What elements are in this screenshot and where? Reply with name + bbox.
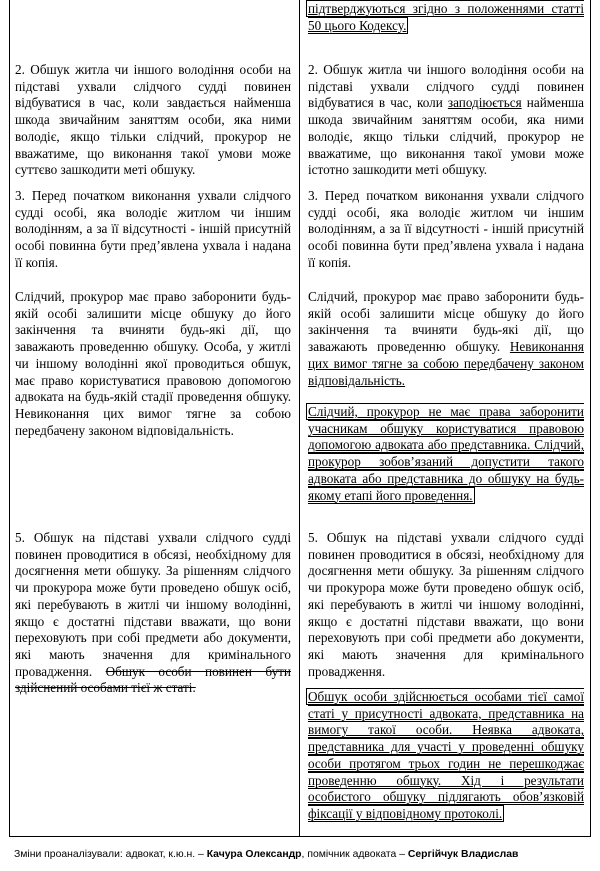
right-paragraph-1-tail (308, 1, 584, 34)
left-p2-text: 2. Обшук житла чи іншого володіння особи на підставі ухвали слідчого судді повинен відбуватися в час, коли завдається найменша шкода звичайним заняттям особи, яка ними володіє, якщо тільки слідчий, прокурор не вважатиме, що виконання такої умови може суттєво зашкодити меті обшуку. (15, 62, 291, 178)
right-p4b-boxed-text: Слідчий, прокурор не має права заборонити учасникам обшуку користуватися правовою допомогою адвоката або представника. Слідчий, прокурор зобов’язаний допустити такого адвоката або представника до обшуку на будь-якому етапі його проведення. (308, 404, 584, 503)
right-paragraph-2 (308, 62, 584, 179)
left-paragraph-4 (15, 289, 291, 439)
comparison-table (9, 0, 591, 837)
right-paragraph-5 (308, 530, 584, 680)
right-paragraph-4 (308, 289, 584, 389)
right-p2-text-a: 2. Обшук житла чи іншого володіння особи на підставі ухвали слідчого судді повинен відбуватися в час, коли (308, 62, 584, 111)
left-paragraph-3 (15, 188, 291, 272)
right-p4-text: Слідчий, прокурор має право заборонити будь-якій особі залишити місце обшуку до його закінчення та вчиняти будь-які дії, що заважають проведенню обшуку. (308, 289, 584, 355)
left-p5-text: 5. Обшук на підставі ухвали слідчого судді повинен проводитися в обсязі, необхідному для досягнення мети обшуку. За рішенням слідчого чи прокурора може бути проведено обшук осіб, які перебувають в житлі чи іншому володінні, якщо є достатні підстави вважати, що вони переховують при собі предмети або документи, які мають значення для кримінального провадження. (15, 530, 291, 679)
right-paragraph-4b (308, 404, 584, 504)
left-paragraph-2 (15, 62, 291, 179)
footer-prefix: Зміни проаналізували: адвокат, к.ю.н. – (14, 849, 207, 860)
right-paragraph-5b (308, 689, 584, 823)
right-p4-inserted-text: Невиконання цих вимог тягне за собою передбачену законом відповідальність. (308, 339, 584, 388)
right-p5b-boxed-text: Обшук особи здійснюється особами тієї самої статі у присутності адвоката, представника на вимогу такої особи. Неявка адвоката, представника для участі у проведенні обшуку особи протягом трьох годин не перешкоджає проведенню обшуку. Хід і результати особистого обшуку підлягають обов’язковій фіксації у відповідному протоколі. (308, 689, 584, 821)
footer-middle: , помічник адвоката – (301, 849, 408, 860)
left-p4-text: Слідчий, прокурор має право заборонити будь-якій особі залишити місце обшуку до його закінчення та вчиняти будь-які дії, що заважають проведенню обшуку. Особа, у житлі чи іншому володінні якої проводиться обшук, має право користуватися правовою допомогою адвоката на будь-якій стадії проведення обшуку. Невиконання цих вимог тягне за собою передбачену законом відповідальність. (15, 289, 291, 438)
left-p3-text: 3. Перед початком виконання ухвали слідчого судді особі, яка володіє житлом чи іншим володінням, а за її відсутності - іншій присутній особі повинна бути пред’явлена ухвала і надана її копія. (15, 188, 291, 270)
left-paragraph-5 (15, 530, 291, 697)
right-paragraph-3 (308, 188, 584, 272)
footer-author-name: Качура Олександр (206, 849, 302, 860)
column-divider (299, 0, 300, 836)
footer-assistant-name: Сергійчук Владислав (407, 849, 519, 860)
right-p1-boxed-text: підтверджуються згідно з положеннями статті 50 цього Кодексу. (308, 1, 584, 33)
right-p5-text: 5. Обшук на підставі ухвали слідчого судді повинен проводитися в обсязі, необхідному для досягнення мети обшуку. За рішенням слідчого чи прокурора може бути проведено обшук осіб, які перебувають в житлі чи іншому володінні, якщо є достатні підстави вважати, що вони переховують при собі предмети або документи, які мають значення для кримінального провадження. (308, 530, 584, 679)
footer-credits (14, 848, 594, 862)
left-p5-struck-text: Обшук особи повинен бути здійснений особами тієї ж статі. (15, 663, 291, 696)
right-p2-text-b: найменша шкода звичайним заняттям особи, яка ними володіє, якщо тільки слідчий, прокурор не вважатиме, що виконання такої умови може істотно зашкодити меті обшуку. (308, 95, 585, 178)
right-p2-inserted-word: заподіюється (447, 95, 522, 111)
right-p3-text: 3. Перед початком виконання ухвали слідчого судді особі, яка володіє житлом чи іншим володінням, а за її відсутності - іншій присутній особі повинна бути пред’явлена ухвала і надана її копія. (308, 188, 584, 270)
